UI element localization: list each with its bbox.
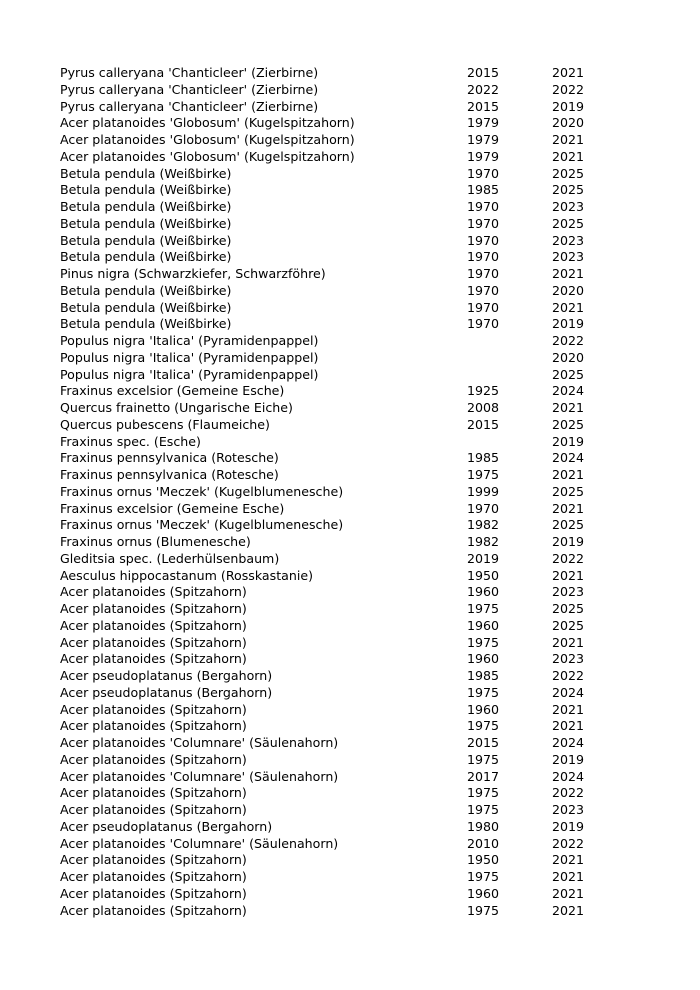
inspection-year-cell: 2021 [552,266,585,281]
table-row [60,383,600,400]
inspection-year-cell: 2024 [552,768,585,784]
planted-year-cell: 2008 [467,400,500,415]
species-cell: Betula pendula (Weißbirke) [60,215,232,231]
species-cell: Betula pendula (Weißbirke) [60,316,232,332]
planted-year-cell: 1985 [467,668,500,683]
species-cell: Betula pendula (Weißbirke) [60,282,232,298]
table-row [60,635,600,652]
species-cell: Acer platanoides 'Columnare' (Säulenahorn) [60,835,339,851]
planted-year-cell: 1970 [467,299,500,315]
planted-year-cell: 1979 [467,148,500,164]
planted-year-cell: 1960 [467,885,500,901]
inspection-year-cell: 2025 [552,416,585,432]
planted-year-cell: 1970 [467,266,500,281]
species-cell: Acer platanoides (Spitzahorn) [60,885,247,901]
table-row [60,216,600,233]
species-cell: Acer pseudoplatanus (Bergahorn) [60,684,273,700]
table-row [60,467,600,484]
planted-year-cell: 1970 [467,215,500,231]
inspection-year-cell: 2025 [552,517,585,533]
planted-year-cell: 1960 [467,617,500,633]
species-cell: Fraxinus pennsylvanica (Rotesche) [60,467,279,482]
species-cell: Acer platanoides (Spitzahorn) [60,869,247,884]
inspection-year-cell: 2021 [552,148,585,164]
planted-year-cell: 1970 [467,282,500,298]
inspection-year-cell: 2020 [552,349,585,365]
table-row [60,886,600,903]
table-row [60,115,600,132]
table-row [60,903,600,920]
inspection-year-cell: 2019 [552,98,585,114]
species-cell: Acer platanoides (Spitzahorn) [60,718,247,734]
planted-year-cell: 1970 [467,232,500,248]
species-cell: Fraxinus excelsior (Gemeine Esche) [60,383,285,399]
planted-year-cell: 1979 [467,132,500,147]
species-cell: Acer platanoides (Spitzahorn) [60,617,247,633]
planted-year-cell: 1960 [467,701,500,717]
table-row [60,618,600,635]
table-row [60,249,600,266]
planted-year-cell: 1975 [467,869,500,884]
planted-year-cell: 2022 [467,81,500,97]
species-cell: Acer platanoides (Spitzahorn) [60,802,247,817]
planted-year-cell: 1975 [467,684,500,700]
planted-year-cell: 1975 [467,467,500,482]
species-cell: Acer platanoides (Spitzahorn) [60,852,247,868]
planted-year-cell: 1975 [467,634,500,650]
inspection-year-cell: 2021 [552,701,585,717]
table-row [60,601,600,618]
table-row [60,852,600,869]
planted-year-cell: 1979 [467,115,500,131]
table-row [60,685,600,702]
table-row [60,99,600,116]
table-row [60,651,600,668]
table-row [60,819,600,836]
planted-year-cell: 1975 [467,902,500,918]
table-row [60,283,600,300]
inspection-year-cell: 2021 [552,467,585,482]
species-cell: Acer platanoides (Spitzahorn) [60,785,247,801]
species-cell: Quercus pubescens (Flaumeiche) [60,416,270,432]
table-row [60,417,600,434]
table-row [60,718,600,735]
inspection-year-cell: 2023 [552,249,585,265]
table-row [60,702,600,719]
table-row [60,82,600,99]
species-cell: Acer pseudoplatanus (Bergahorn) [60,668,273,683]
species-cell: Fraxinus pennsylvanica (Rotesche) [60,450,279,466]
planted-year-cell: 1970 [467,249,500,265]
inspection-year-cell: 2019 [552,751,585,767]
inspection-year-cell: 2023 [552,651,585,667]
planted-year-cell: 1975 [467,601,500,616]
planted-year-cell: 2015 [467,416,500,432]
table-row [60,300,600,317]
planted-year-cell: 1970 [467,500,500,516]
inspection-year-cell: 2021 [552,885,585,901]
species-cell: Acer platanoides (Spitzahorn) [60,902,247,918]
table-row [60,534,600,551]
table-row [60,484,600,501]
planted-year-cell: 1960 [467,584,500,600]
planted-year-cell: 1975 [467,751,500,767]
planted-year-cell: 2019 [467,550,500,566]
species-cell: Acer platanoides (Spitzahorn) [60,651,247,667]
planted-year-cell: 1975 [467,718,500,734]
inspection-year-cell: 2019 [552,534,585,549]
species-cell: Fraxinus ornus 'Meczek' (Kugelblumenesche) [60,483,344,499]
species-cell: Acer platanoides (Spitzahorn) [60,584,247,600]
species-cell: Pyrus calleryana 'Chanticleer' (Zierbirne) [60,65,319,80]
species-cell: Acer pseudoplatanus (Bergahorn) [60,818,273,834]
species-cell: Acer platanoides (Spitzahorn) [60,701,247,717]
species-cell: Betula pendula (Weißbirke) [60,165,232,181]
species-cell: Acer platanoides 'Globosum' (Kugelspitzahorn) [60,148,355,164]
planted-year-cell: 1985 [467,182,500,198]
table-row [60,785,600,802]
inspection-year-cell: 2023 [552,802,585,817]
planted-year-cell: 1975 [467,785,500,801]
inspection-year-cell: 2022 [552,785,585,801]
table-row [60,668,600,685]
species-cell: Betula pendula (Weißbirke) [60,249,232,265]
table-row [60,568,600,585]
inspection-year-cell: 2021 [552,400,585,415]
species-cell: Betula pendula (Weißbirke) [60,182,232,198]
species-cell: Acer platanoides (Spitzahorn) [60,751,247,767]
table-row [60,233,600,250]
inspection-year-cell: 2021 [552,718,585,734]
table-row [60,182,600,199]
table-row [60,166,600,183]
inspection-year-cell: 2021 [552,65,585,80]
inspection-year-cell: 2023 [552,199,585,214]
inspection-year-cell: 2021 [552,132,585,147]
inspection-year-cell: 2025 [552,601,585,616]
planted-year-cell: 1950 [467,852,500,868]
inspection-year-cell: 2021 [552,852,585,868]
planted-year-cell: 1970 [467,199,500,214]
species-cell: Pinus nigra (Schwarzkiefer, Schwarzföhre) [60,266,326,281]
planted-year-cell: 1982 [467,517,500,533]
planted-year-cell: 1925 [467,383,500,399]
inspection-year-cell: 2024 [552,383,585,399]
table-row [60,869,600,886]
inspection-year-cell: 2024 [552,735,585,750]
planted-year-cell: 1960 [467,651,500,667]
inspection-year-cell: 2025 [552,215,585,231]
planted-year-cell: 2015 [467,65,500,80]
table-row [60,199,600,216]
inspection-year-cell: 2021 [552,567,585,583]
inspection-year-cell: 2019 [552,818,585,834]
species-cell: Betula pendula (Weißbirke) [60,232,232,248]
inspection-year-cell: 2025 [552,617,585,633]
species-cell: Populus nigra 'Italica' (Pyramidenpappel) [60,349,319,365]
species-cell: Betula pendula (Weißbirke) [60,199,232,214]
species-cell: Pyrus calleryana 'Chanticleer' (Zierbirne) [60,98,319,114]
species-cell: Acer platanoides 'Columnare' (Säulenahorn) [60,735,339,750]
planted-year-cell: 2015 [467,735,500,750]
planted-year-cell: 1970 [467,316,500,332]
table-row [60,132,600,149]
inspection-year-cell: 2021 [552,869,585,884]
planted-year-cell: 1999 [467,483,500,499]
table-row [60,501,600,518]
species-cell: Aesculus hippocastanum (Rosskastanie) [60,567,313,583]
table-row [60,450,600,467]
planted-year-cell: 1985 [467,450,500,466]
species-cell: Fraxinus ornus (Blumenesche) [60,534,251,549]
species-cell: Pyrus calleryana 'Chanticleer' (Zierbirne) [60,81,319,97]
inspection-year-cell: 2021 [552,299,585,315]
table-row [60,769,600,786]
inspection-year-cell: 2023 [552,232,585,248]
planted-year-cell: 1970 [467,165,500,181]
inspection-year-cell: 2025 [552,182,585,198]
table-row [60,316,600,333]
inspection-year-cell: 2025 [552,366,585,382]
inspection-year-cell: 2021 [552,902,585,918]
table-row [60,149,600,166]
species-cell: Betula pendula (Weißbirke) [60,299,232,315]
table-row [60,434,600,451]
inspection-year-cell: 2022 [552,81,585,97]
inspection-year-cell: 2023 [552,584,585,600]
species-cell: Fraxinus spec. (Esche) [60,433,201,449]
tree-table [60,65,600,919]
species-cell: Acer platanoides (Spitzahorn) [60,601,247,616]
inspection-year-cell: 2024 [552,450,585,466]
inspection-year-cell: 2024 [552,684,585,700]
planted-year-cell: 1975 [467,802,500,817]
inspection-year-cell: 2019 [552,433,585,449]
inspection-year-cell: 2021 [552,634,585,650]
inspection-year-cell: 2020 [552,115,585,131]
table-row [60,752,600,769]
table-row [60,551,600,568]
species-cell: Gleditsia spec. (Lederhülsenbaum) [60,550,280,566]
inspection-year-cell: 2025 [552,483,585,499]
inspection-year-cell: 2019 [552,316,585,332]
species-cell: Fraxinus ornus 'Meczek' (Kugelblumenesche) [60,517,344,533]
inspection-year-cell: 2022 [552,835,585,851]
table-row [60,584,600,601]
species-cell: Acer platanoides 'Columnare' (Säulenahorn) [60,768,339,784]
planted-year-cell: 1982 [467,534,500,549]
table-row [60,836,600,853]
species-cell: Populus nigra 'Italica' (Pyramidenpappel) [60,366,319,382]
inspection-year-cell: 2022 [552,550,585,566]
planted-year-cell: 1980 [467,818,500,834]
table-row [60,735,600,752]
species-cell: Populus nigra 'Italica' (Pyramidenpappel) [60,333,319,348]
species-cell: Quercus frainetto (Ungarische Eiche) [60,400,293,415]
inspection-year-cell: 2022 [552,333,585,348]
planted-year-cell: 2017 [467,768,500,784]
table-row [60,350,600,367]
inspection-year-cell: 2021 [552,500,585,516]
planted-year-cell: 1950 [467,567,500,583]
species-cell: Fraxinus excelsior (Gemeine Esche) [60,500,285,516]
table-row [60,802,600,819]
inspection-year-cell: 2020 [552,282,585,298]
inspection-year-cell: 2022 [552,668,585,683]
species-cell: Acer platanoides (Spitzahorn) [60,634,247,650]
planted-year-cell: 2010 [467,835,500,851]
species-cell: Acer platanoides 'Globosum' (Kugelspitzahorn) [60,115,355,131]
table-row [60,65,600,82]
species-cell: Acer platanoides 'Globosum' (Kugelspitzahorn) [60,132,355,147]
table-row [60,333,600,350]
planted-year-cell: 2015 [467,98,500,114]
table-row [60,400,600,417]
table-row [60,266,600,283]
table-row [60,517,600,534]
inspection-year-cell: 2025 [552,165,585,181]
table-row [60,367,600,384]
